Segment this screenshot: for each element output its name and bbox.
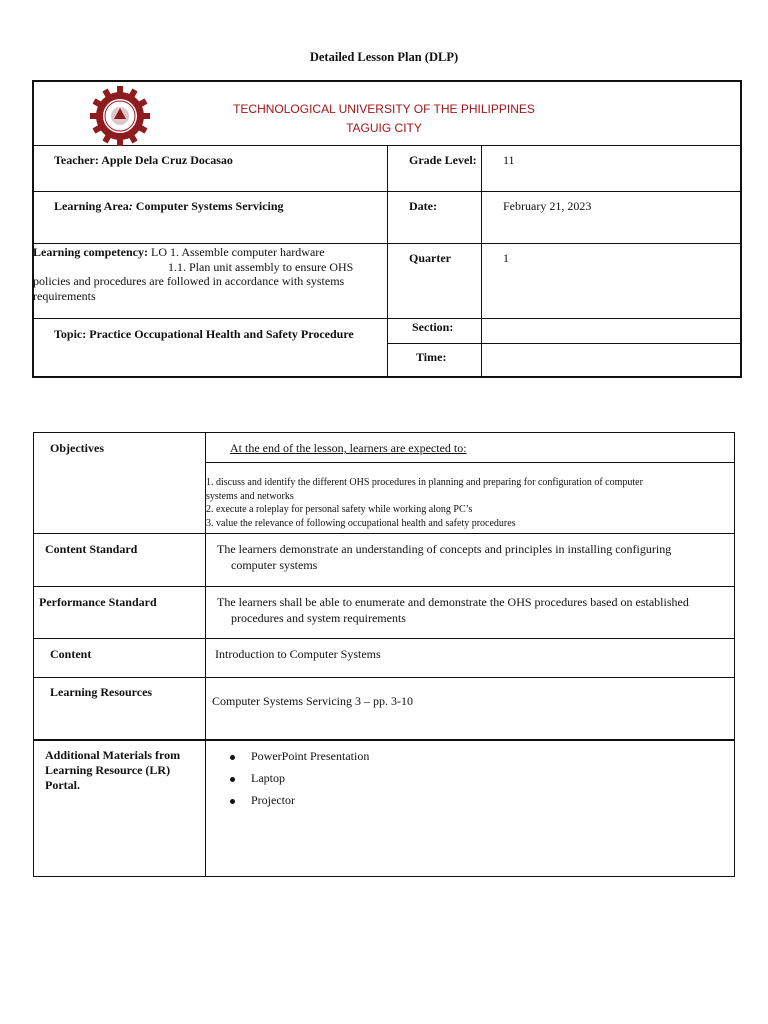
time-label: Time: <box>416 350 447 364</box>
learning-area-label: Learning Area <box>54 199 129 213</box>
teacher-name: Apple Dela Cruz Docasao <box>101 153 233 167</box>
document-title: Detailed Lesson Plan (DLP) <box>309 50 459 64</box>
date-label: Date: <box>409 199 437 213</box>
objectives-label: Objectives <box>50 441 104 455</box>
additional-materials-label-3: Portal. <box>45 778 80 792</box>
quarter-value: 1 <box>503 251 509 265</box>
objective-3: 3. value the relevance of following occupational health and safety procedures <box>206 517 516 529</box>
objectives-list <box>206 476 732 530</box>
bullet-icon <box>230 777 235 782</box>
performance-standard-label: Performance Standard <box>39 595 157 609</box>
section-label: Section: <box>412 320 454 334</box>
learning-competency <box>33 245 353 303</box>
learning-area-value: Computer Systems Servicing <box>135 199 284 213</box>
additional-materials-label <box>45 748 180 793</box>
learning-area-colon: : <box>128 199 133 213</box>
performance-standard-value <box>217 595 689 626</box>
content-label: Content <box>50 647 92 661</box>
teacher-field <box>54 153 233 168</box>
content-standard-value <box>217 542 671 573</box>
bullet-icon <box>230 799 235 804</box>
content-standard-line-2: computer systems <box>231 557 318 572</box>
learning-area-field <box>54 199 284 214</box>
material-item: PowerPoint Presentation <box>251 749 370 763</box>
material-item: Laptop <box>251 771 285 785</box>
learning-resources-value: Computer Systems Servicing 3 – pp. 3-10 <box>212 694 413 708</box>
university-name: TECHNOLOGICAL UNIVERSITY OF THE PHILIPPINES <box>233 102 535 116</box>
date-value: February 21, 2023 <box>503 199 592 213</box>
quarter-label: Quarter <box>409 251 451 265</box>
grade-level-value: 11 <box>503 153 515 167</box>
topic: Topic: Practice Occupational Health and Safety Procedure <box>54 327 354 341</box>
grade-level-label: Grade Level: <box>409 153 477 167</box>
content-value: Introduction to Computer Systems <box>215 647 381 661</box>
teacher-label: Teacher: <box>54 153 99 167</box>
material-item: Projector <box>251 793 295 807</box>
competency-line-4: requirements <box>33 288 96 303</box>
competency-line-3: policies and procedures are followed in accordance with systems <box>33 274 345 288</box>
competency-line-1: LO 1. Assemble computer hardware <box>150 245 325 259</box>
content-standard-label: Content Standard <box>45 542 138 556</box>
learning-resources-label: Learning Resources <box>50 685 153 699</box>
performance-standard-line-2: procedures and system requirements <box>231 610 406 625</box>
university-seal-logo <box>90 86 150 146</box>
bullet-icon <box>230 755 235 760</box>
performance-standard-line-1: The learners shall be able to enumerate and demonstrate the OHS procedures based on established <box>217 595 689 609</box>
competency-line-2: 1.1. Plan unit assembly to ensure OHS <box>168 259 354 274</box>
objective-1: 1. discuss and identify the different OHS procedures in planning and preparing for configuration of computer <box>206 477 643 488</box>
objectives-intro-text: At the end of the lesson, learners are expected to: <box>230 441 467 455</box>
competency-label: Learning competency: <box>33 245 148 259</box>
objective-1-cont: systems and networks <box>206 490 294 502</box>
content-standard-line-1: The learners demonstrate an understanding of concepts and principles in installing configuring <box>217 542 672 556</box>
additional-materials-label-2: Learning Resource (LR) <box>45 763 171 777</box>
objectives-intro <box>230 441 467 456</box>
university-city: TAGUIG CITY <box>346 121 422 135</box>
objective-2: 2. execute a roleplay for personal safety while working along PC’s <box>206 504 473 515</box>
additional-materials-label-1: Additional Materials from <box>45 748 181 762</box>
